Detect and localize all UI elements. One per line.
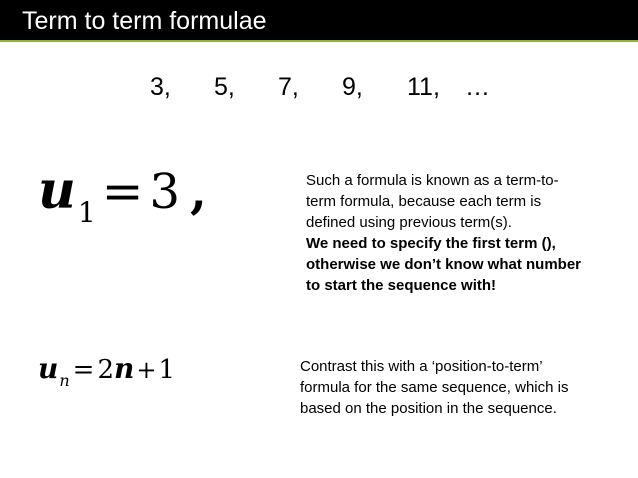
slide-title: Term to term formulae	[22, 7, 267, 35]
formula-equals: =	[101, 162, 144, 220]
term-to-term-description	[306, 170, 606, 296]
description-line: formula for the same sequence, which is	[300, 379, 569, 396]
title-bar	[0, 0, 638, 40]
formula-variable: u	[38, 160, 76, 221]
title-accent-line	[0, 40, 638, 42]
description-emphasis-line: to start the sequence with!	[306, 277, 497, 294]
formula-equals: =	[72, 355, 95, 385]
sequence-term: 7,	[278, 73, 299, 101]
formula-plus: +	[136, 356, 157, 384]
description-line: based on the position in the sequence.	[300, 400, 557, 417]
description-line: term formula, because each term is	[306, 193, 542, 210]
sequence-term: 11,	[407, 73, 440, 101]
description-line: defined using previous term(s).	[306, 214, 512, 231]
first-term-formula	[38, 160, 207, 230]
sequence-term: 9,	[342, 73, 363, 101]
formula-value: 3	[149, 164, 181, 220]
formula-n: n	[114, 352, 135, 385]
description-emphasis-line: We need to specify the first term (),	[306, 235, 556, 252]
formula-comma: ,	[190, 164, 207, 220]
description-line: Contrast this with a ‘position-to-term’	[300, 358, 543, 375]
position-to-term-description	[300, 356, 610, 419]
sequence-term: 3,	[150, 73, 171, 101]
description-line: Such a formula is known as a term-to-	[306, 172, 559, 189]
position-to-term-formula	[38, 352, 175, 392]
sequence-term: 5,	[214, 73, 235, 101]
sequence-term: …	[465, 73, 490, 101]
description-emphasis-line: otherwise we don’t know what number	[306, 256, 582, 273]
formula-subscript: 1	[77, 196, 96, 229]
formula-coefficient: 2	[97, 355, 115, 385]
formula-constant: 1	[158, 355, 176, 385]
sequence-row	[0, 70, 638, 104]
formula-variable: u	[38, 352, 59, 385]
formula-subscript: n	[59, 371, 70, 390]
